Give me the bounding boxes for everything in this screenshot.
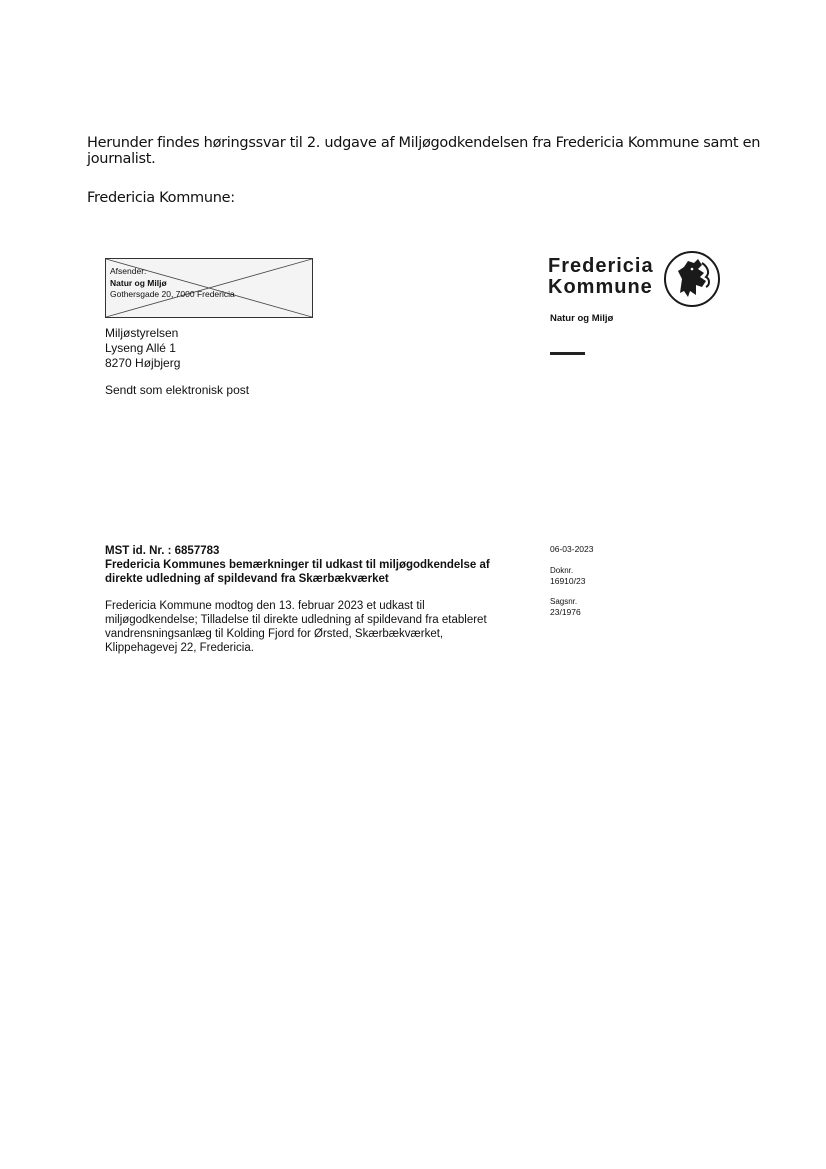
section-heading: Fredericia Kommune: [87,190,235,206]
subject-line: Fredericia Kommunes bemærkninger til udkast til miljøgodkendelse af [105,559,490,571]
sender-label: Afsender: [110,266,147,276]
subject-line: direkte udledning af spildevand fra Skærbækværket [105,573,389,585]
brand-wordmark [548,256,654,298]
delivery-note: Sendt som elektronisk post [105,383,250,397]
divider [550,352,585,355]
recipient-line: 8270 Højbjerg [105,356,181,370]
sender-box [105,258,313,318]
body-line: Klippehagevej 22, Fredericia. [105,642,254,654]
recipient-line: Miljøstyrelsen [105,326,179,340]
intro-text: Herunder findes høringssvar til 2. udgave af Miljøgodkendelsen fra Fredericia Kommune samt en journalist. [87,135,761,167]
sender-address: Gothersgade 20, 7000 Fredericia [110,289,235,299]
case-number-label: Sagsnr. [550,597,578,606]
department-name: Natur og Miljø [550,313,614,324]
subject-block [105,544,490,586]
recipient-line: Lyseng Allé 1 [105,341,176,355]
body-line: Fredericia Kommune modtog den 13. februar 2023 et udkast til [105,600,425,612]
body-line: miljøgodkendelse; Tilladelse til direkte udledning af spildevand fra etableret [105,614,487,626]
sender-name: Natur og Miljø [110,278,167,288]
letter-date: 06-03-2023 [550,544,594,554]
municipal-crest-logo [662,249,722,309]
reference-id: MST id. Nr. : 6857783 [105,545,220,557]
body-line: vandrensningsanlæg til Kolding Fjord for Ørsted, Skærbækværket, [105,628,444,640]
brand-line: Kommune [548,276,653,298]
case-number [550,597,581,617]
body-paragraph [105,599,525,655]
brand-line: Fredericia [548,255,654,277]
recipient-address [105,326,180,371]
doc-number-label: Doknr. [550,566,574,575]
case-number-value: 23/1976 [550,607,581,617]
doc-number [550,566,585,586]
doc-number-value: 16910/23 [550,576,586,586]
